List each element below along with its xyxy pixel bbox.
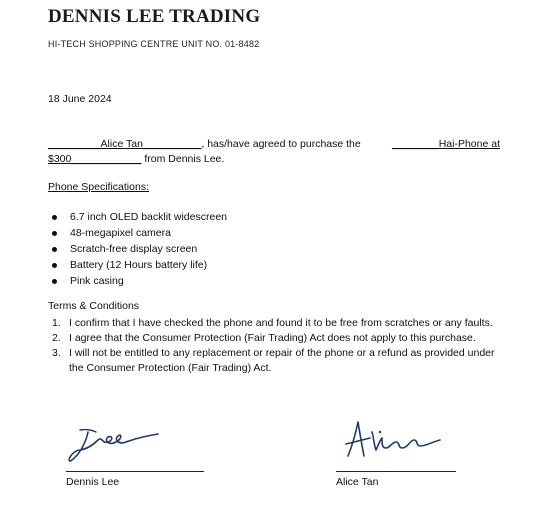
seller-name: Dennis Lee bbox=[66, 476, 120, 488]
price-blank: $300____________ bbox=[48, 153, 142, 165]
agreement-text-1: , has/have agreed to purchase the bbox=[201, 138, 361, 150]
signature-line bbox=[66, 471, 204, 472]
terms-heading: Terms & Conditions bbox=[48, 300, 140, 312]
signature-line bbox=[336, 471, 456, 472]
list-item: 48-megapixel camera bbox=[48, 225, 227, 241]
list-item: Battery (12 Hours battery life) bbox=[48, 257, 227, 273]
seller-signature-block bbox=[66, 418, 204, 488]
specifications-list bbox=[48, 209, 227, 289]
bullet-icon bbox=[52, 263, 57, 268]
list-item: Pink casing bbox=[48, 273, 227, 289]
terms-list bbox=[48, 316, 500, 376]
buyer-name-blank: _________Alice Tan__________ bbox=[48, 138, 202, 150]
buyer-name: Alice Tan bbox=[336, 476, 379, 488]
agreement-line-2 bbox=[48, 152, 500, 167]
list-item: Scratch-free display screen bbox=[48, 241, 227, 257]
item-blank: ________Hai-Phone at bbox=[391, 138, 500, 150]
seller-signature bbox=[66, 418, 206, 470]
list-item: 6.7 inch OLED backlit widescreen bbox=[48, 209, 227, 225]
bullet-icon bbox=[52, 247, 57, 252]
agreement-text-2: from Dennis Lee. bbox=[141, 153, 225, 165]
bullet-icon bbox=[52, 215, 57, 220]
bullet-icon bbox=[52, 279, 57, 284]
list-item: 2. I agree that the Consumer Protection (Fair Trading) Act does not apply to this purchase. bbox=[52, 332, 476, 344]
list-item: 1. I confirm that I have checked the phone and found it to be free from scratches or any faults. bbox=[52, 317, 493, 329]
document-date: 18 June 2024 bbox=[48, 93, 112, 105]
agreement-paragraph bbox=[48, 137, 500, 167]
buyer-signature bbox=[336, 418, 476, 470]
buyer-signature-block bbox=[336, 418, 456, 488]
specifications-heading: Phone Specifications: bbox=[48, 181, 149, 193]
company-address: HI-TECH SHOPPING CENTRE UNIT NO. 01-8482 bbox=[48, 39, 260, 49]
agreement-line-1 bbox=[48, 137, 500, 152]
company-name: DENNIS LEE TRADING bbox=[48, 6, 261, 27]
bullet-icon bbox=[52, 231, 57, 236]
list-item: 3. I will not be entitled to any replacement or repair of the phone or a refund as provided under the Consumer Protection (Fair Trading) Act. bbox=[52, 347, 495, 374]
